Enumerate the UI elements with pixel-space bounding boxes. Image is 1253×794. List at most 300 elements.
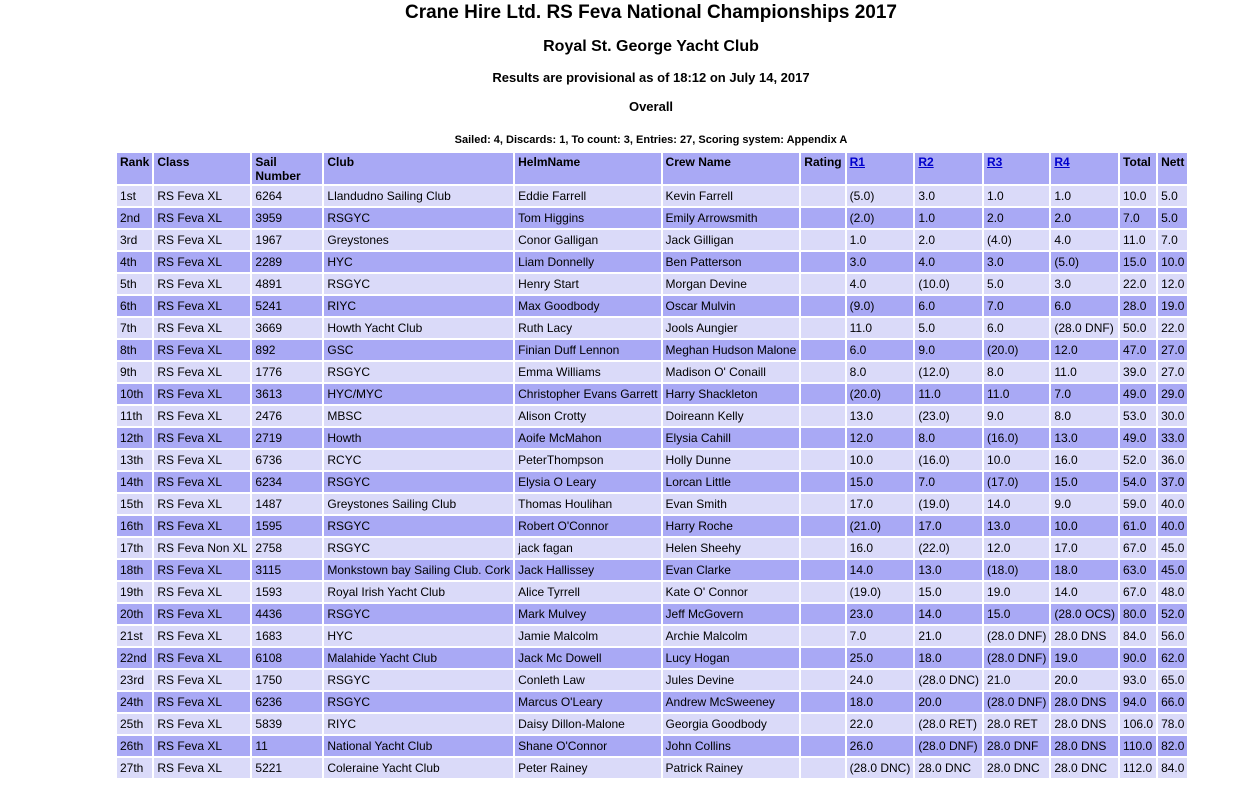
table-row: [117, 758, 1187, 778]
r4-cell: 12.0: [1051, 340, 1118, 360]
sail-number-cell: 2719: [252, 428, 322, 448]
nett-cell: 27.0: [1158, 340, 1187, 360]
nett-cell: 82.0: [1158, 736, 1187, 756]
r4-cell: 4.0: [1051, 230, 1118, 250]
r3-cell: 28.0 DNF: [984, 736, 1049, 756]
r2-cell: (12.0): [915, 362, 982, 382]
series-summary: Sailed: 4, Discards: 1, To count: 3, Entries: 27, Scoring system: Appendix A: [454, 134, 848, 146]
crew-name-cell: Kevin Farrell: [663, 186, 800, 206]
r3-cell: 14.0: [984, 494, 1049, 514]
club-cell: RSGYC: [324, 472, 513, 492]
r1-cell: 23.0: [847, 604, 914, 624]
header-row: [117, 153, 1187, 184]
r3-cell: (20.0): [984, 340, 1049, 360]
crew-name-cell: Andrew McSweeney: [663, 692, 800, 712]
r4-cell: 28.0 DNC: [1051, 758, 1118, 778]
rating-cell: [801, 450, 844, 470]
helm-name-cell: Mark Mulvey: [515, 604, 660, 624]
r2-cell: (16.0): [915, 450, 982, 470]
club-cell: HYC: [324, 252, 513, 272]
class-cell: RS Feva XL: [154, 274, 250, 294]
class-cell: RS Feva XL: [154, 428, 250, 448]
nett-cell: 36.0: [1158, 450, 1187, 470]
rating-cell: [801, 648, 844, 668]
helm-name-cell: Max Goodbody: [515, 296, 660, 316]
class-cell: RS Feva XL: [154, 516, 250, 536]
helm-name-cell: Emma Williams: [515, 362, 660, 382]
r3-cell: 1.0: [984, 186, 1049, 206]
r2-cell: 21.0: [915, 626, 982, 646]
nett-cell: 66.0: [1158, 692, 1187, 712]
r3-cell: 10.0: [984, 450, 1049, 470]
nett-cell: 5.0: [1158, 186, 1187, 206]
crew-name-cell: Ben Patterson: [663, 252, 800, 272]
col-r3: [984, 153, 1049, 184]
rating-cell: [801, 230, 844, 250]
nett-cell: 48.0: [1158, 582, 1187, 602]
club-cell: GSC: [324, 340, 513, 360]
nett-cell: 65.0: [1158, 670, 1187, 690]
r4-cell: 6.0: [1051, 296, 1118, 316]
sail-number-cell: 6236: [252, 692, 322, 712]
col-r2: [915, 153, 982, 184]
rating-cell: [801, 340, 844, 360]
rating-cell: [801, 296, 844, 316]
crew-name-cell: Jules Devine: [663, 670, 800, 690]
col-r1: [847, 153, 914, 184]
r3-cell: 8.0: [984, 362, 1049, 382]
r3-cell: 6.0: [984, 318, 1049, 338]
r1-cell: 13.0: [847, 406, 914, 426]
sail-number-cell: 892: [252, 340, 322, 360]
col-crew-name: Crew Name: [663, 153, 800, 184]
class-cell: RS Feva XL: [154, 384, 250, 404]
col-class: Class: [154, 153, 250, 184]
table-row: [117, 714, 1187, 734]
r1-cell: 18.0: [847, 692, 914, 712]
club-cell: RSGYC: [324, 604, 513, 624]
r1-cell: 1.0: [847, 230, 914, 250]
total-cell: 28.0: [1120, 296, 1156, 316]
helm-name-cell: Robert O'Connor: [515, 516, 660, 536]
table-row: [117, 670, 1187, 690]
r1-cell: 24.0: [847, 670, 914, 690]
table-row: [117, 318, 1187, 338]
r3-cell: (4.0): [984, 230, 1049, 250]
r3-cell: 2.0: [984, 208, 1049, 228]
class-cell: RS Feva XL: [154, 560, 250, 580]
sail-number-cell: 1593: [252, 582, 322, 602]
helm-name-cell: Shane O'Connor: [515, 736, 660, 756]
helm-name-cell: Tom Higgins: [515, 208, 660, 228]
crew-name-cell: Kate O' Connor: [663, 582, 800, 602]
rating-cell: [801, 318, 844, 338]
r4-cell: 15.0: [1051, 472, 1118, 492]
sail-number-cell: 1683: [252, 626, 322, 646]
rank-cell: 15th: [117, 494, 152, 514]
r4-cell: 14.0: [1051, 582, 1118, 602]
r2-cell: (10.0): [915, 274, 982, 294]
r4-cell: 9.0: [1051, 494, 1118, 514]
total-cell: 90.0: [1120, 648, 1156, 668]
table-row: [117, 274, 1187, 294]
sail-number-cell: 1967: [252, 230, 322, 250]
crew-name-cell: Madison O' Conaill: [663, 362, 800, 382]
crew-name-cell: Oscar Mulvin: [663, 296, 800, 316]
r2-cell: (28.0 RET): [915, 714, 982, 734]
class-cell: RS Feva XL: [154, 296, 250, 316]
rank-cell: 16th: [117, 516, 152, 536]
class-cell: RS Feva XL: [154, 582, 250, 602]
helm-name-cell: Alice Tyrrell: [515, 582, 660, 602]
class-cell: RS Feva XL: [154, 758, 250, 778]
rating-cell: [801, 714, 844, 734]
r2-cell: 13.0: [915, 560, 982, 580]
nett-cell: 40.0: [1158, 516, 1187, 536]
total-cell: 63.0: [1120, 560, 1156, 580]
r2-cell: 9.0: [915, 340, 982, 360]
total-cell: 11.0: [1120, 230, 1156, 250]
table-row: [117, 252, 1187, 272]
col-r4: [1051, 153, 1118, 184]
total-cell: 15.0: [1120, 252, 1156, 272]
rank-cell: 13th: [117, 450, 152, 470]
results-table: [115, 151, 1189, 780]
rank-cell: 22nd: [117, 648, 152, 668]
table-row: [117, 538, 1187, 558]
sail-number-cell: 1595: [252, 516, 322, 536]
r1-cell: (19.0): [847, 582, 914, 602]
nett-cell: 45.0: [1158, 538, 1187, 558]
helm-name-cell: Ruth Lacy: [515, 318, 660, 338]
provisional-notice: Results are provisional as of 18:12 on July 14, 2017: [492, 70, 810, 85]
total-cell: 39.0: [1120, 362, 1156, 382]
crew-name-cell: Jack Gilligan: [663, 230, 800, 250]
table-row: [117, 494, 1187, 514]
helm-name-cell: Thomas Houlihan: [515, 494, 660, 514]
table-row: [117, 736, 1187, 756]
class-cell: RS Feva Non XL: [154, 538, 250, 558]
r3-cell: (17.0): [984, 472, 1049, 492]
r3-cell: 11.0: [984, 384, 1049, 404]
total-cell: 67.0: [1120, 582, 1156, 602]
crew-name-cell: Jools Aungier: [663, 318, 800, 338]
r2-cell: 3.0: [915, 186, 982, 206]
total-cell: 59.0: [1120, 494, 1156, 514]
sail-number-cell: 2476: [252, 406, 322, 426]
rating-cell: [801, 604, 844, 624]
club-cell: Howth Yacht Club: [324, 318, 513, 338]
rank-cell: 24th: [117, 692, 152, 712]
class-cell: RS Feva XL: [154, 406, 250, 426]
r2-cell: 2.0: [915, 230, 982, 250]
sail-number-cell: 1487: [252, 494, 322, 514]
r4-cell: 11.0: [1051, 362, 1118, 382]
total-cell: 110.0: [1120, 736, 1156, 756]
crew-name-cell: Lucy Hogan: [663, 648, 800, 668]
rank-cell: 2nd: [117, 208, 152, 228]
page-title: Crane Hire Ltd. RS Feva National Championships 2017: [404, 2, 897, 23]
total-cell: 53.0: [1120, 406, 1156, 426]
table-row: [117, 560, 1187, 580]
sail-number-cell: 3115: [252, 560, 322, 580]
class-cell: RS Feva XL: [154, 692, 250, 712]
club-cell: RSGYC: [324, 362, 513, 382]
rank-cell: 23rd: [117, 670, 152, 690]
r2-cell: 28.0 DNC: [915, 758, 982, 778]
rating-cell: [801, 428, 844, 448]
table-row: [117, 604, 1187, 624]
helm-name-cell: Conleth Law: [515, 670, 660, 690]
sail-number-cell: 6264: [252, 186, 322, 206]
r1-cell: 16.0: [847, 538, 914, 558]
total-cell: 47.0: [1120, 340, 1156, 360]
helm-name-cell: Alison Crotty: [515, 406, 660, 426]
helm-name-cell: Elysia O Leary: [515, 472, 660, 492]
r3-cell: 28.0 DNC: [984, 758, 1049, 778]
col-club: Club: [324, 153, 513, 184]
club-name: Royal St. George Yacht Club: [543, 38, 759, 55]
sail-number-cell: 2758: [252, 538, 322, 558]
class-cell: RS Feva XL: [154, 670, 250, 690]
col-nett: Nett: [1158, 153, 1187, 184]
class-cell: RS Feva XL: [154, 736, 250, 756]
r4-cell: 28.0 DNS: [1051, 714, 1118, 734]
class-cell: RS Feva XL: [154, 450, 250, 470]
r2-cell: 7.0: [915, 472, 982, 492]
class-cell: RS Feva XL: [154, 626, 250, 646]
club-cell: HYC: [324, 626, 513, 646]
sail-number-cell: 3613: [252, 384, 322, 404]
r3-cell: (28.0 DNF): [984, 626, 1049, 646]
total-cell: 67.0: [1120, 538, 1156, 558]
rank-cell: 10th: [117, 384, 152, 404]
r4-cell: (5.0): [1051, 252, 1118, 272]
r3-cell: 12.0: [984, 538, 1049, 558]
club-cell: RSGYC: [324, 516, 513, 536]
table-row: [117, 406, 1187, 426]
r2-cell: 14.0: [915, 604, 982, 624]
sail-number-cell: 3959: [252, 208, 322, 228]
r4-cell: 2.0: [1051, 208, 1118, 228]
rank-cell: 9th: [117, 362, 152, 382]
rating-cell: [801, 208, 844, 228]
nett-cell: 7.0: [1158, 230, 1187, 250]
total-cell: 10.0: [1120, 186, 1156, 206]
race-2-link[interactable]: R2: [918, 155, 934, 169]
rank-cell: 25th: [117, 714, 152, 734]
club-cell: RIYC: [324, 714, 513, 734]
helm-name-cell: Jack Hallissey: [515, 560, 660, 580]
r1-cell: 26.0: [847, 736, 914, 756]
rank-cell: 27th: [117, 758, 152, 778]
rank-cell: 11th: [117, 406, 152, 426]
rank-cell: 5th: [117, 274, 152, 294]
r4-cell: 13.0: [1051, 428, 1118, 448]
rating-cell: [801, 736, 844, 756]
nett-cell: 12.0: [1158, 274, 1187, 294]
crew-name-cell: Emily Arrowsmith: [663, 208, 800, 228]
rating-cell: [801, 582, 844, 602]
class-cell: RS Feva XL: [154, 252, 250, 272]
r1-cell: 25.0: [847, 648, 914, 668]
table-row: [117, 648, 1187, 668]
helm-name-cell: Conor Galligan: [515, 230, 660, 250]
r1-cell: (5.0): [847, 186, 914, 206]
class-cell: RS Feva XL: [154, 186, 250, 206]
r3-cell: 5.0: [984, 274, 1049, 294]
club-cell: RIYC: [324, 296, 513, 316]
total-cell: 49.0: [1120, 384, 1156, 404]
rating-cell: [801, 406, 844, 426]
crew-name-cell: Lorcan Little: [663, 472, 800, 492]
helm-name-cell: Liam Donnelly: [515, 252, 660, 272]
r3-cell: 19.0: [984, 582, 1049, 602]
rank-cell: 14th: [117, 472, 152, 492]
helm-name-cell: Aoife McMahon: [515, 428, 660, 448]
r1-cell: (20.0): [847, 384, 914, 404]
sail-number-cell: 6108: [252, 648, 322, 668]
class-cell: RS Feva XL: [154, 362, 250, 382]
results-body: [117, 186, 1187, 778]
rating-cell: [801, 670, 844, 690]
table-row: [117, 340, 1187, 360]
table-row: [117, 472, 1187, 492]
r4-cell: 3.0: [1051, 274, 1118, 294]
r2-cell: (28.0 DNF): [915, 736, 982, 756]
total-cell: 61.0: [1120, 516, 1156, 536]
helm-name-cell: jack fagan: [515, 538, 660, 558]
helm-name-cell: Peter Rainey: [515, 758, 660, 778]
r2-cell: (23.0): [915, 406, 982, 426]
r2-cell: 6.0: [915, 296, 982, 316]
r3-cell: (16.0): [984, 428, 1049, 448]
sail-number-cell: 1750: [252, 670, 322, 690]
rating-cell: [801, 516, 844, 536]
rank-cell: 17th: [117, 538, 152, 558]
class-cell: RS Feva XL: [154, 648, 250, 668]
r1-cell: 7.0: [847, 626, 914, 646]
r4-cell: 20.0: [1051, 670, 1118, 690]
club-cell: National Yacht Club: [324, 736, 513, 756]
r3-cell: 7.0: [984, 296, 1049, 316]
table-row: [117, 230, 1187, 250]
nett-cell: 29.0: [1158, 384, 1187, 404]
r2-cell: 20.0: [915, 692, 982, 712]
total-cell: 7.0: [1120, 208, 1156, 228]
total-cell: 80.0: [1120, 604, 1156, 624]
col-sail-number: Sail Number: [252, 153, 322, 184]
rating-cell: [801, 186, 844, 206]
col-rank: Rank: [117, 153, 152, 184]
rank-cell: 6th: [117, 296, 152, 316]
nett-cell: 62.0: [1158, 648, 1187, 668]
crew-name-cell: Harry Roche: [663, 516, 800, 536]
r4-cell: 28.0 DNS: [1051, 736, 1118, 756]
rating-cell: [801, 494, 844, 514]
crew-name-cell: Doireann Kelly: [663, 406, 800, 426]
r1-cell: 12.0: [847, 428, 914, 448]
r2-cell: 17.0: [915, 516, 982, 536]
r1-cell: (9.0): [847, 296, 914, 316]
r2-cell: 4.0: [915, 252, 982, 272]
club-cell: Llandudno Sailing Club: [324, 186, 513, 206]
club-cell: Royal Irish Yacht Club: [324, 582, 513, 602]
total-cell: 84.0: [1120, 626, 1156, 646]
class-cell: RS Feva XL: [154, 604, 250, 624]
total-cell: 49.0: [1120, 428, 1156, 448]
helm-name-cell: Daisy Dillon-Malone: [515, 714, 660, 734]
nett-cell: 40.0: [1158, 494, 1187, 514]
r4-cell: 16.0: [1051, 450, 1118, 470]
col-total: Total: [1120, 153, 1156, 184]
crew-name-cell: Georgia Goodbody: [663, 714, 800, 734]
helm-name-cell: PeterThompson: [515, 450, 660, 470]
sail-number-cell: 5221: [252, 758, 322, 778]
section-heading: Overall: [628, 99, 674, 114]
r3-cell: 21.0: [984, 670, 1049, 690]
r3-cell: 13.0: [984, 516, 1049, 536]
rank-cell: 20th: [117, 604, 152, 624]
r4-cell: 10.0: [1051, 516, 1118, 536]
r2-cell: 8.0: [915, 428, 982, 448]
r3-cell: 3.0: [984, 252, 1049, 272]
crew-name-cell: John Collins: [663, 736, 800, 756]
race-4-link[interactable]: R4: [1054, 155, 1070, 169]
r4-cell: 28.0 DNS: [1051, 692, 1118, 712]
class-cell: RS Feva XL: [154, 340, 250, 360]
r1-cell: 15.0: [847, 472, 914, 492]
sail-number-cell: 4891: [252, 274, 322, 294]
sail-number-cell: 4436: [252, 604, 322, 624]
table-row: [117, 450, 1187, 470]
club-cell: RSGYC: [324, 208, 513, 228]
rank-cell: 7th: [117, 318, 152, 338]
r2-cell: 1.0: [915, 208, 982, 228]
r3-cell: 15.0: [984, 604, 1049, 624]
race-3-link[interactable]: R3: [987, 155, 1003, 169]
race-1-link[interactable]: R1: [849, 155, 865, 169]
nett-cell: 27.0: [1158, 362, 1187, 382]
rating-cell: [801, 560, 844, 580]
table-row: [117, 362, 1187, 382]
sail-number-cell: 11: [252, 736, 322, 756]
rank-cell: 18th: [117, 560, 152, 580]
total-cell: 22.0: [1120, 274, 1156, 294]
class-cell: RS Feva XL: [154, 472, 250, 492]
r1-cell: 11.0: [847, 318, 914, 338]
sail-number-cell: 6234: [252, 472, 322, 492]
r1-cell: 10.0: [847, 450, 914, 470]
crew-name-cell: Meghan Hudson Malone: [663, 340, 800, 360]
crew-name-cell: Archie Malcolm: [663, 626, 800, 646]
helm-name-cell: Jamie Malcolm: [515, 626, 660, 646]
rank-cell: 1st: [117, 186, 152, 206]
col-rating: Rating: [801, 153, 844, 184]
r3-cell: 9.0: [984, 406, 1049, 426]
sail-number-cell: 3669: [252, 318, 322, 338]
helm-name-cell: Henry Start: [515, 274, 660, 294]
r1-cell: (28.0 DNC): [847, 758, 914, 778]
helm-name-cell: Marcus O'Leary: [515, 692, 660, 712]
r2-cell: 5.0: [915, 318, 982, 338]
nett-cell: 30.0: [1158, 406, 1187, 426]
r1-cell: 17.0: [847, 494, 914, 514]
nett-cell: 84.0: [1158, 758, 1187, 778]
club-cell: Greystones: [324, 230, 513, 250]
sail-number-cell: 5839: [252, 714, 322, 734]
class-cell: RS Feva XL: [154, 230, 250, 250]
